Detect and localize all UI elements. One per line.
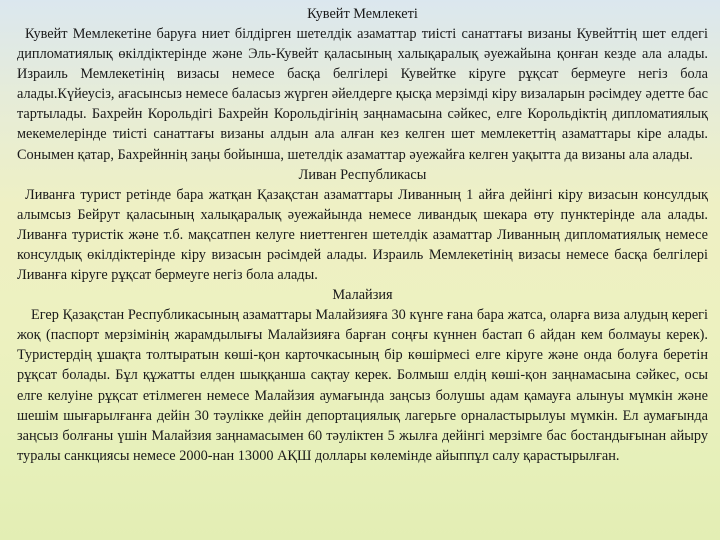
section-heading: Малайзия (332, 287, 393, 304)
section-text: Ливанға турист ретінде бара жатқан Қазақстан азаматтары Ливанның 1 айға дейінгі кіру визасын консулдық алымсыз Бейрут қаласының халықаралық әуежайында немесе ливандық шекара өту пунктерінде ала алады. Ливанға туристік және т.б. мақсатпен келуге ниеттенген шетелдік азаматтар Ливанның дипломатиялық немесе консулдық өкілдіктерінде кіру визасын рәсімдей алады. Израиль Мемлекетінің визасы немесе басқа белгілері Ливанға кіруге рұқсат бермеуге негіз бола алады. (17, 186, 708, 284)
section-text: Егер Қазақстан Республикасының азаматтары Малайзияға 30 күнге ғана бара жатса, оларға виза алудың керегі жоқ (паспорт мерзімінің жарамдылығы Малайзияға барған соңғы күннен бастап 6 айдан кем болмауы керек). Туристердің ұшақта толтыратын көші-қон карточкасының бір көшірмесі елге кіруге және онда болуға беретін рұқсат болады. Бұл құжатты елден шыққанша сақтау керек. Болмыш елдің көші-қон заңнамасына сәйкес, осы елге келуіне рұқсат етілмеген немесе Малайзия аумағында заңсыз болушы адам қамауға алынуы мүмкін және шешім шығарылғанға дейін 30 тәулікке дейін депортациялық лагерьге орналастырылуы мүмкін. Ел аумағында заңсыз болғаны үшін Малайзия заңнамасымен 60 тәуліктен 5 жылға дейінгі мерзімге бас бостандығынан айыру туралы санкциясы немесе 2000-нан 13000 АҚШ доллары көлемінде айыппұл салу қарастырылған. (17, 307, 708, 464)
section-kuwait (17, 4, 708, 165)
section-malaysia (17, 285, 708, 466)
section-text: Кувейт Мемлекетіне баруға ниет білдірген шетелдік азаматтар тиісті санаттағы визаны Кувейттің шет елдегі дипломатиялық өкілдіктерінде және Эль-Кувейт қаласының халықаралық әуежайына қонған кезде ала алады. Израиль Мемлекетінің визасы немесе басқа белгілері Кувейтке кіруге рұқсат бермеуге негіз бола алады.Күйеусіз, ағасынсыз немесе баласыз жүрген әйелдерге қысқа мерзімді кіру визаларын рәсімдеу әдетте бас тартылады. Бахрейн Корольдігі Бахрейн Корольдігінің заңнамасына сәйкес, елге Корольдіктің дипломатиялық мекемелерінде тиісті санаттағы визаны алдын ала алған кез келген шет мемлекеттің азаматтары кіре алады. Сонымен қатар, Бахрейннің заңы бойынша, шетелдік азаматтар әуежайға келген уақытта да визаны ала алады. (17, 26, 708, 163)
section-heading: Ливан Республикасы (298, 166, 427, 183)
section-heading: Кувейт Мемлекеті (307, 6, 418, 22)
section-lebanon (17, 165, 708, 285)
